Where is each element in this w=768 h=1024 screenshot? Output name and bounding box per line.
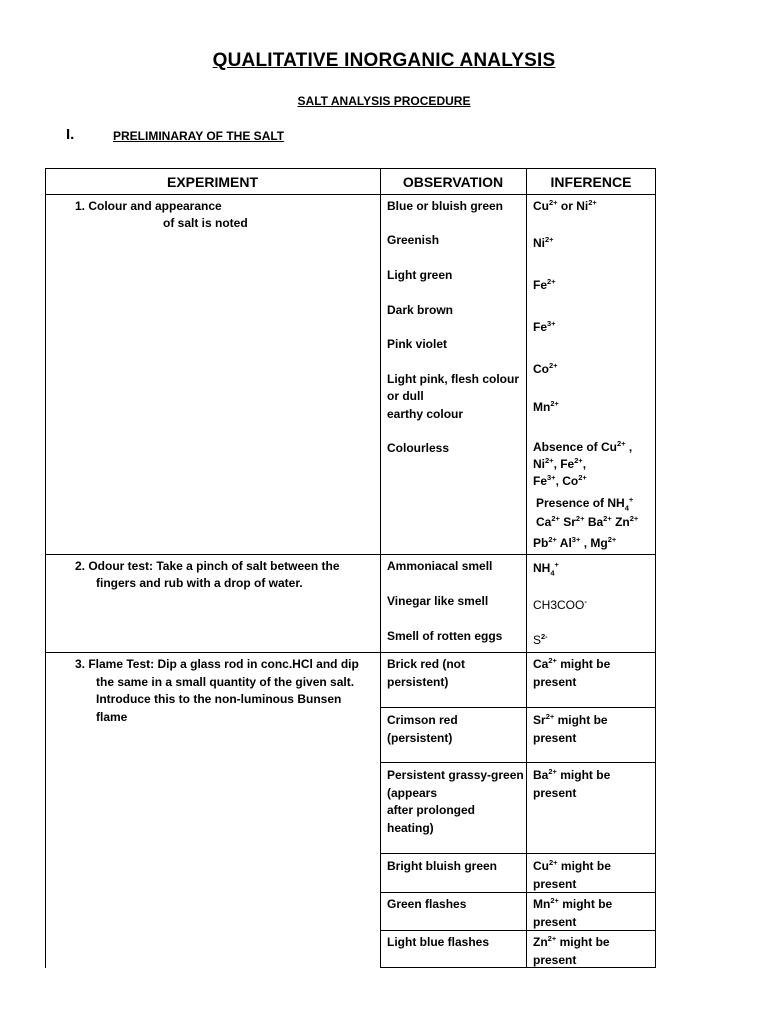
inf-nh4: $NH_4^+$ xyxy=(533,560,559,578)
section-number: I. xyxy=(66,126,75,143)
page-title: QUALITATIVE INORGANIC ANALYSIS xyxy=(212,50,556,71)
salt-analysis-table xyxy=(45,168,656,968)
row-divider-1 xyxy=(45,554,656,555)
inf-presence-line2: $Ca^{2+}$ $Sr^{2+}$ $Ba^{2+}$ $Zn^{2+}$ xyxy=(536,514,639,529)
inf-co: $Co^{2+}$ xyxy=(533,361,558,376)
inf-cu-flame: $Cu^{2+}$ might be present xyxy=(533,858,611,891)
inf-fe2: $Fe^{2+}$ xyxy=(533,277,556,292)
obs-crimson-1: Crimson red xyxy=(387,713,458,727)
obs-brick-red-2: persistent) xyxy=(387,675,449,689)
inf-absence-line2: $Ni^{2+}$, $Fe^{2+}$, xyxy=(533,456,587,471)
experiment-flame-line4: flame xyxy=(96,710,128,724)
flame-divider-5 xyxy=(380,930,656,931)
obs-pink-violet: Pink violet xyxy=(387,337,448,351)
table-border-bottom xyxy=(380,967,656,968)
obs-green-flashes: Green flashes xyxy=(387,897,467,911)
inf-acetate: CH3COO- xyxy=(533,597,587,612)
obs-light-pink-3: earthy colour xyxy=(387,407,464,421)
header-observation: OBSERVATION xyxy=(402,174,504,190)
obs-ammonia: Ammoniacal smell xyxy=(387,559,493,573)
inf-mn: $Mn^{2+}$ xyxy=(533,399,559,414)
obs-crimson-2: (persistent) xyxy=(387,731,453,745)
table-border-left xyxy=(45,168,46,968)
table-border-right xyxy=(655,168,656,968)
experiment-flame-line2: the same in a small quantity of the given salt. xyxy=(96,675,355,689)
obs-grassy-4: heating) xyxy=(387,821,434,835)
obs-colourless: Colourless xyxy=(387,441,450,455)
inf-ba-flame: $Ba^{2+}$ might be present xyxy=(533,767,611,800)
obs-greenish: Greenish xyxy=(387,233,440,247)
experiment-colour-line2: of salt is noted xyxy=(163,216,248,230)
header-inference: INFERENCE xyxy=(550,174,632,190)
obs-grassy-3: after prolonged xyxy=(387,803,476,817)
table-border-top xyxy=(45,168,656,169)
inf-fe3: $Fe^{3+}$ xyxy=(533,319,556,334)
inf-cu-or-ni: $Cu^{2+}$ or $Ni^{2+}$ xyxy=(533,198,597,213)
obs-light-green: Light green xyxy=(387,268,453,282)
obs-grassy-2: (appears xyxy=(387,786,438,800)
inf-ni: $Ni^{2+}$ xyxy=(533,235,554,250)
flame-divider-1 xyxy=(380,707,656,708)
experiment-odour-line2: fingers and rub with a drop of water. xyxy=(96,576,303,590)
experiment-flame-line1: 3. Flame Test: Dip a glass rod in conc.HCl and dip xyxy=(75,657,359,671)
inf-absence-line1: Absence of $Cu^{2+}$ , xyxy=(533,439,633,454)
flame-divider-4 xyxy=(380,892,656,893)
obs-grassy-1: Persistent grassy-green xyxy=(387,768,524,782)
obs-bright-bluish: Bright bluish green xyxy=(387,859,498,873)
inf-sulfide: $S^{2-}$ xyxy=(533,632,548,647)
inf-sr-flame: $Sr^{2+}$ might be present xyxy=(533,712,608,745)
obs-light-blue-flashes: Light blue flashes xyxy=(387,935,490,949)
flame-divider-3 xyxy=(380,853,656,854)
experiment-colour-line1: 1. Colour and appearance xyxy=(75,199,222,213)
obs-light-pink-1: Light pink, flesh colour xyxy=(387,372,519,386)
flame-divider-2 xyxy=(380,762,656,763)
inf-zn-flame: $Zn^{2+}$ might be present xyxy=(533,934,610,967)
inf-ca-flame: $Ca^{2+}$ might be present xyxy=(533,656,611,689)
header-divider xyxy=(45,194,656,195)
obs-rotten-eggs: Smell of rotten eggs xyxy=(387,629,503,643)
inf-presence-line1: Presence of $NH_4^+$ xyxy=(536,495,634,513)
column-divider-2 xyxy=(526,168,527,968)
obs-brick-red-1: Brick red (not xyxy=(387,657,466,671)
header-experiment: EXPERIMENT xyxy=(166,174,258,190)
experiment-odour-line1: 2. Odour test: Take a pinch of salt between the xyxy=(75,559,340,573)
obs-vinegar: Vinegar like smell xyxy=(387,594,489,608)
row-divider-2 xyxy=(45,652,656,653)
inf-mn-flame: $Mn^{2+}$ might be present xyxy=(533,896,613,929)
inf-presence-line3: $Pb^{2+}$ $Al^{3+}$ , $Mg^{2+}$ xyxy=(533,535,617,550)
experiment-flame-line3: Introduce this to the non-luminous Bunsen xyxy=(96,692,342,706)
inf-absence-line3: $Fe^{3+}$, $Co^{2+}$ xyxy=(533,473,587,488)
obs-light-pink-2: or dull xyxy=(387,389,424,403)
column-divider-1 xyxy=(380,168,381,968)
obs-dark-brown: Dark brown xyxy=(387,303,454,317)
page-subtitle: SALT ANALYSIS PROCEDURE xyxy=(297,94,471,108)
obs-blue: Blue or bluish green xyxy=(387,199,504,213)
section-title: PRELIMINARAY OF THE SALT xyxy=(113,129,285,143)
